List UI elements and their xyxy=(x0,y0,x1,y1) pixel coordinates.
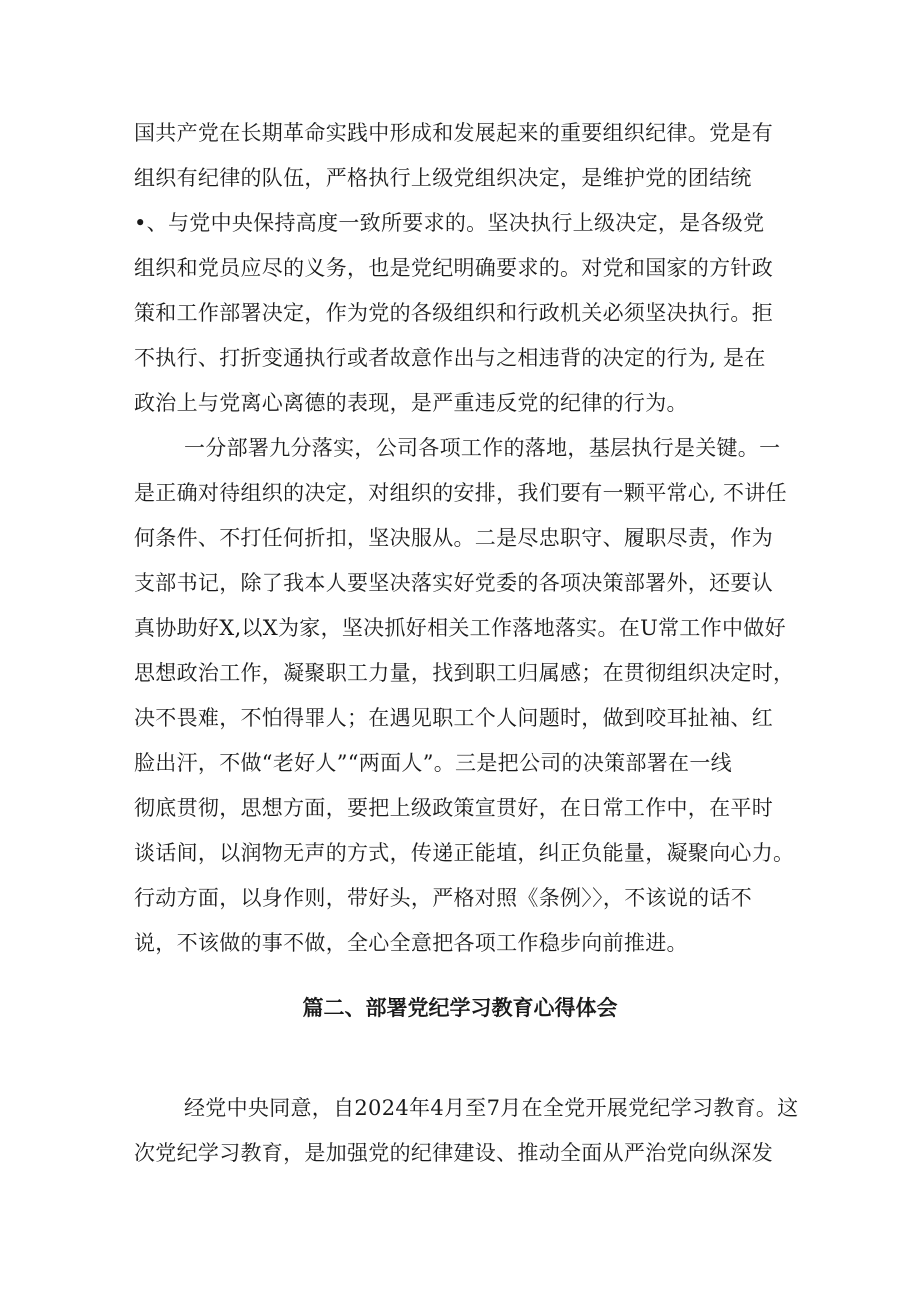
paragraph-line: 思想政治工作，凝聚职工力量，找到职工归属感；在贯彻组织决定时， xyxy=(134,661,795,685)
paragraph-line: 次党纪学习教育，是加强党的纪律建设、推动全面从严治党向纵深发 xyxy=(134,1141,773,1165)
paragraph-line: 国共产党在长期革命实践中形成和发展起来的重要组织纪律。党是有 xyxy=(134,121,773,145)
paragraph-line: 一分部署九分落实，公司各项工作的落地，基层执行是关键。一 xyxy=(184,436,781,460)
paragraph-line: 彻底贯彻，思想方面，要把上级政策宣贯好，在日常工作中，在平时 xyxy=(134,796,773,820)
paragraph-line: 政治上与党离心离德的表现，是严重违反党的纪律的行为。 xyxy=(134,391,688,415)
paragraph-line: 何条件、不打任何折扣，坚决服从。二是尽忠职守、履职尽责，作为 xyxy=(134,526,773,550)
paragraph-line: 组织和党员应尽的义务，也是党纪明确要求的。对党和国家的方针政 xyxy=(134,256,773,280)
paragraph-line: 是正确对待组织的决定，对组织的安排，我们要有一颗平常心, 不讲任 xyxy=(134,481,787,505)
paragraph-line: 真协助好X,以X为家，坚决抓好相关工作落地落实。在U常工作中做好 xyxy=(134,616,786,640)
paragraph-line: 经党中央同意，自2024年4月至7月在全党开展党纪学习教育。这 xyxy=(184,1096,799,1120)
paragraph-line: 谈话间，以润物无声的方式，传递正能埴，纠正负能量，凝聚向心力。 xyxy=(134,841,795,865)
paragraph-line: 支部书记，除了我本人要坚决落实好党委的各项决策部署外，还要认 xyxy=(134,571,773,595)
paragraph-line: 行动方面，以身作则，带好头，严格对照《条例〉〉，不该说的话不 xyxy=(134,886,752,910)
paragraph-line: 决不畏难，不怕得罪人；在遇见职工个人问题时，做到咬耳扯袖、红 xyxy=(134,706,773,730)
paragraph-line: 组织有纪律的队伍，严格执行上级党组织决定，是维护党的团结统 xyxy=(134,166,752,190)
section-heading: 篇二、部署党纪学习教育心得体会 xyxy=(302,995,618,1020)
paragraph-line: 说，不该做的事不做，全心全意把各项工作稳步向前推进。 xyxy=(134,931,688,955)
paragraph-line: 脸出汗，不做“老好人”“两面人”。三是把公司的决策部署在一线 xyxy=(134,751,732,775)
paragraph-line: 不执行、打折变通执行或者故意作出与之相违背的决定的行为, 是在 xyxy=(134,346,766,370)
paragraph-line: •、与党中央保持高度一致所要求的。坚决执行上级决定，是各级党 xyxy=(134,211,765,235)
paragraph-line: 策和工作部署决定，作为党的各级组织和行政机关必须坚决执行。拒 xyxy=(134,301,773,325)
